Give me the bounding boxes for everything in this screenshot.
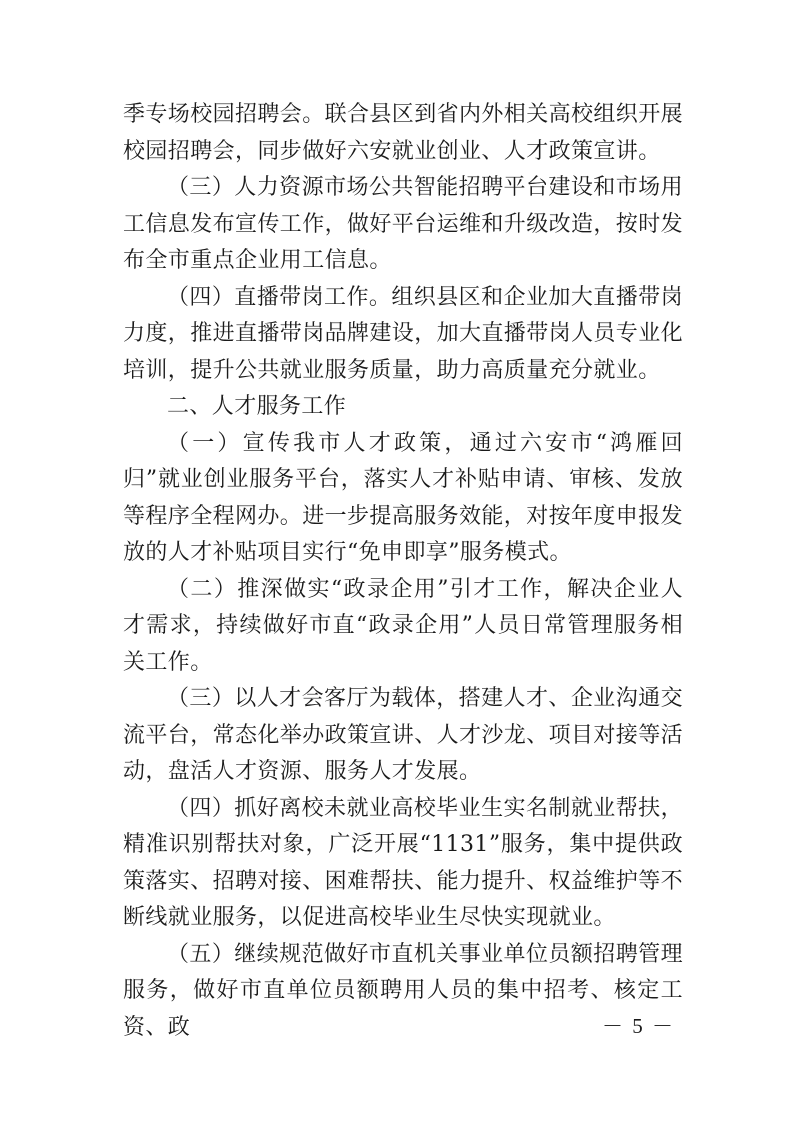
paragraph-government-recruitment: （二）推深做实“政录企用”引才工作，解决企业人才需求，持续做好市直“政录企用”人员日常管理服务相关工作。 [123,576,683,675]
paragraph-talent-policy-promotion: （一）宣传我市人才政策，通过六安市“鸿雁回归”就业创业服务平台，落实人才补贴申请、审核、发放等程序全程网办。进一步提高服务效能，对按年度申报发放的人才补贴项目实行“免申即享”服务模式。 [123,430,684,565]
paragraph-talent-lounge: （三）以人才会客厅为载体，搭建人才、企业沟通交流平台，常态化举办政策宣讲、人才沙龙、项目对接等活动，盘活人才资源、服务人才发展。 [123,686,684,784]
section-heading-talent-services: 二、人才服务工作 [167,394,347,419]
paragraph-graduate-employment-support: （四）抓好离校未就业高校毕业生实名制就业帮扶，精准识别帮扶对象，广泛开展“1131”服务，集中提供政策落实、招聘对接、困难帮扶、能力提升、权益维护等不断线就业服务，以促进高校毕业生尽快实现就业。 [123,795,684,930]
paragraph-campus-recruitment-continuation: 季专场校园招聘会。联合县区到省内外相关高校组织开展校园招聘会，同步做好六安就业创业、人才政策宣讲。 [123,102,684,164]
paragraph-smart-recruitment-platform: （三）人力资源市场公共智能招聘平台建设和市场用工信息发布宣传工作，做好平台运维和升级改造，按时发布全市重点企业用工信息。 [123,175,684,273]
paragraph-quota-recruitment-management: （五）继续规范做好市直机关事业单位员额招聘管理服务，做好市直单位员额聘用人员的集中招考、核定工资、政 [123,941,683,1040]
page-number: － 5 － [602,1014,675,1038]
paragraph-livestream-recruitment: （四）直播带岗工作。组织县区和企业加大直播带岗力度，推进直播带岗品牌建设，加大直播带岗人员专业化培训，提升公共就业服务质量，助力高质量充分就业。 [123,284,684,383]
document-body [123,97,683,1046]
